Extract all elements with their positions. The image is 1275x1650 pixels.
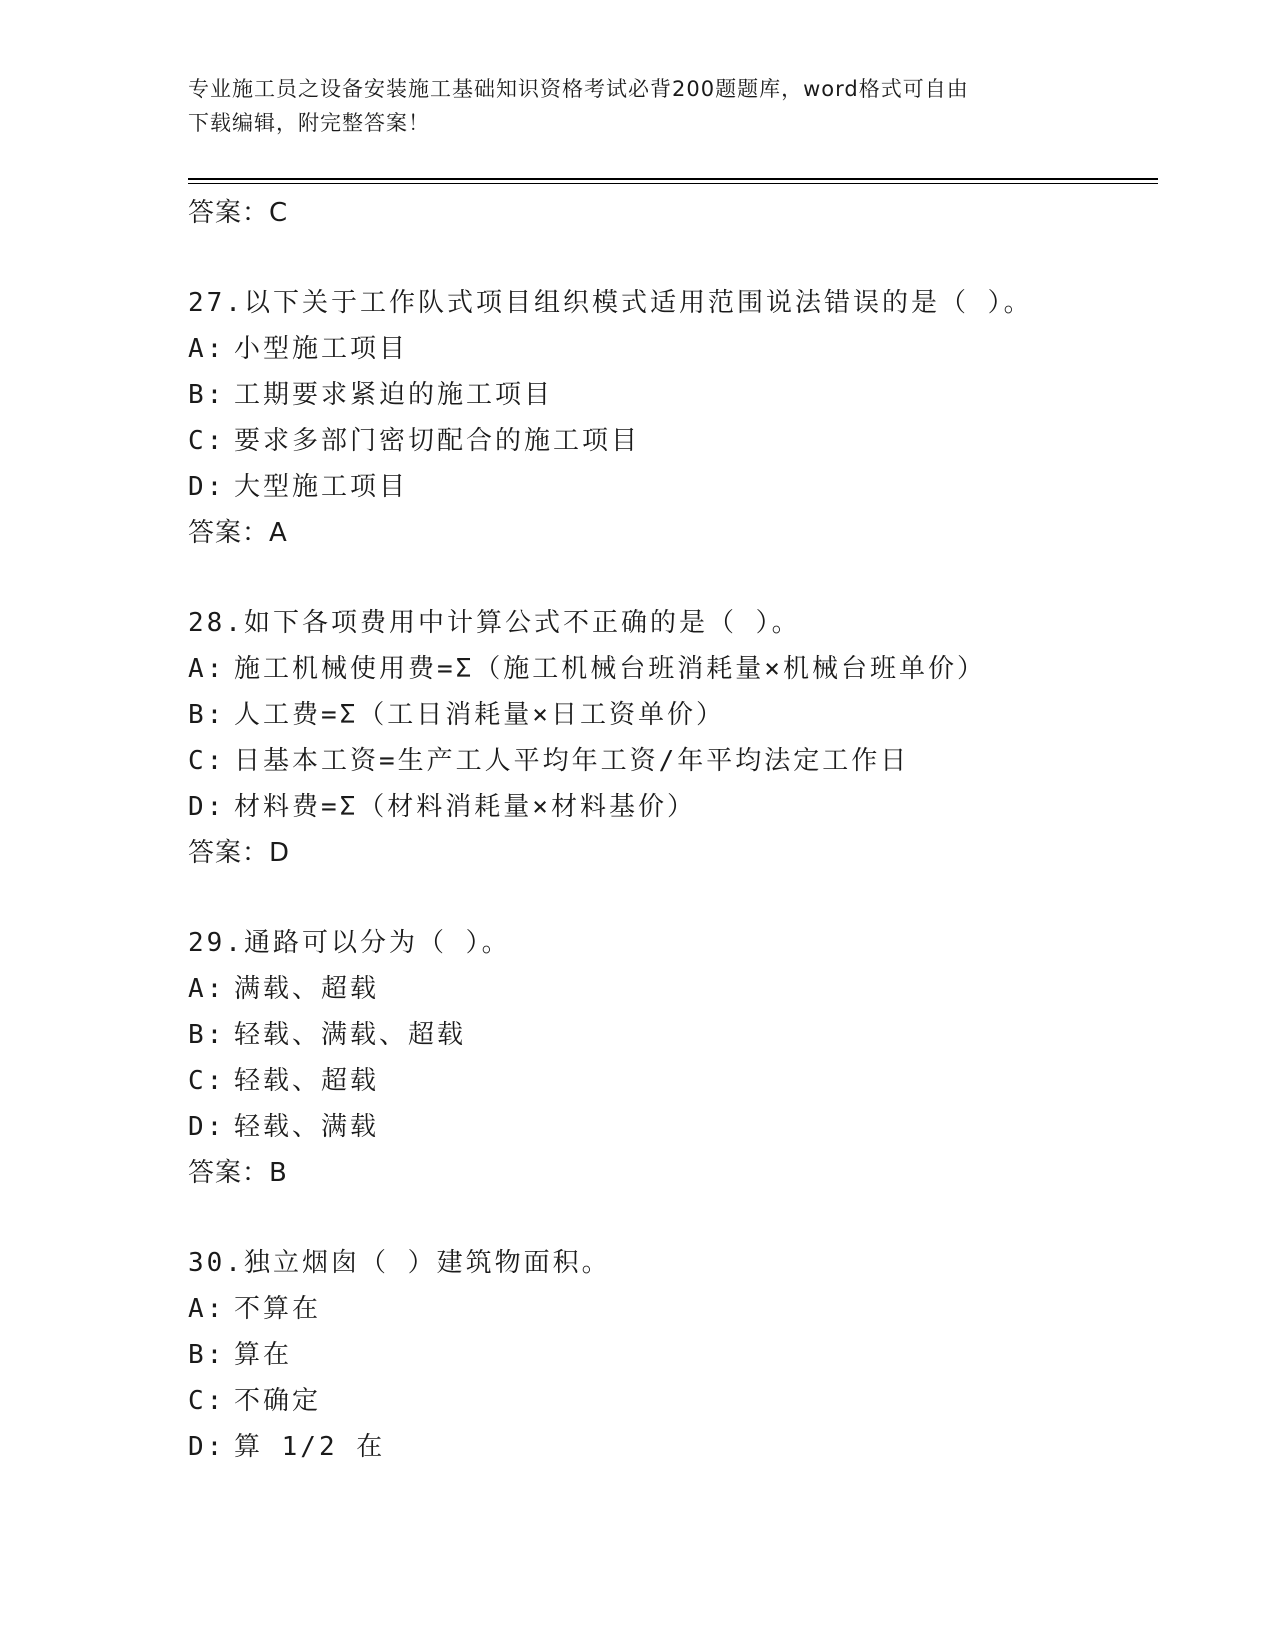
- option-key: B:: [188, 1020, 226, 1050]
- answer-line: 答案：C: [188, 198, 289, 228]
- option-d: [188, 1104, 1158, 1150]
- question-list: [188, 190, 1158, 1470]
- option-text: 施工机械使用费=Σ（施工机械台班消耗量×机械台班单价）: [234, 654, 986, 684]
- answer-line: 答案：D: [188, 838, 291, 868]
- option-c: [188, 1058, 1158, 1104]
- option-a: [188, 1286, 1158, 1332]
- option-text: 工期要求紧迫的施工项目: [234, 380, 554, 410]
- option-text: 不算在: [234, 1294, 322, 1324]
- option-text: 满载、超载: [234, 974, 380, 1004]
- spacer: [188, 1196, 1158, 1240]
- question-stem: 30.独立烟囱（ ）建筑物面积。: [188, 1248, 611, 1278]
- option-key: A:: [188, 974, 226, 1004]
- option-a: [188, 646, 1158, 692]
- option-key: C:: [188, 746, 226, 776]
- header-divider: [188, 178, 1158, 184]
- option-key: A:: [188, 334, 226, 364]
- question-block: [188, 1240, 1158, 1470]
- answer-line: 答案：A: [188, 518, 288, 548]
- option-d: [188, 1424, 1158, 1470]
- option-key: C:: [188, 1386, 226, 1416]
- option-text: 大型施工项目: [234, 472, 409, 502]
- option-key: D:: [188, 792, 226, 822]
- option-key: B:: [188, 1340, 226, 1370]
- option-text: 算在: [234, 1340, 293, 1370]
- option-text: 日基本工资=生产工人平均年工资/年平均法定工作日: [234, 746, 910, 776]
- option-c: [188, 418, 1158, 464]
- page-header: [188, 72, 1088, 140]
- question-stem: 29.通路可以分为（ ）。: [188, 928, 511, 958]
- option-text: 轻载、满载: [234, 1112, 380, 1142]
- option-text: 人工费=Σ（工日消耗量×日工资单价）: [234, 700, 725, 730]
- option-key: D:: [188, 1432, 226, 1462]
- header-line-1: 专业施工员之设备安装施工基础知识资格考试必背200题题库，word格式可自由: [188, 77, 969, 101]
- option-a: [188, 326, 1158, 372]
- option-c: [188, 738, 1158, 784]
- answer-line: 答案：B: [188, 1158, 288, 1188]
- question-block: [188, 600, 1158, 876]
- option-key: C:: [188, 1066, 226, 1096]
- option-key: D:: [188, 1112, 226, 1142]
- spacer: [188, 556, 1158, 600]
- option-d: [188, 464, 1158, 510]
- option-key: D:: [188, 472, 226, 502]
- option-text: 算 1/2 在: [234, 1432, 386, 1462]
- option-text: 不确定: [234, 1386, 322, 1416]
- option-key: A:: [188, 654, 226, 684]
- header-line-2: 下载编辑，附完整答案！: [188, 111, 430, 135]
- option-text: 材料费=Σ（材料消耗量×材料基价）: [234, 792, 696, 822]
- option-key: C:: [188, 426, 226, 456]
- option-text: 要求多部门密切配合的施工项目: [234, 426, 641, 456]
- question-stem: 27.以下关于工作队式项目组织模式适用范围说法错误的是（ ）。: [188, 288, 1033, 318]
- option-key: B:: [188, 700, 226, 730]
- option-text: 小型施工项目: [234, 334, 409, 364]
- option-text: 轻载、超载: [234, 1066, 380, 1096]
- option-d: [188, 784, 1158, 830]
- question-block: [188, 280, 1158, 556]
- question-block: [188, 920, 1158, 1196]
- option-b: [188, 692, 1158, 738]
- option-key: B:: [188, 380, 226, 410]
- option-b: [188, 1332, 1158, 1378]
- spacer: [188, 236, 1158, 280]
- spacer: [188, 876, 1158, 920]
- option-text: 轻载、满载、超载: [234, 1020, 467, 1050]
- option-a: [188, 966, 1158, 1012]
- option-key: A:: [188, 1294, 226, 1324]
- option-c: [188, 1378, 1158, 1424]
- option-b: [188, 372, 1158, 418]
- option-b: [188, 1012, 1158, 1058]
- question-stem: 28.如下各项费用中计算公式不正确的是（ ）。: [188, 608, 801, 638]
